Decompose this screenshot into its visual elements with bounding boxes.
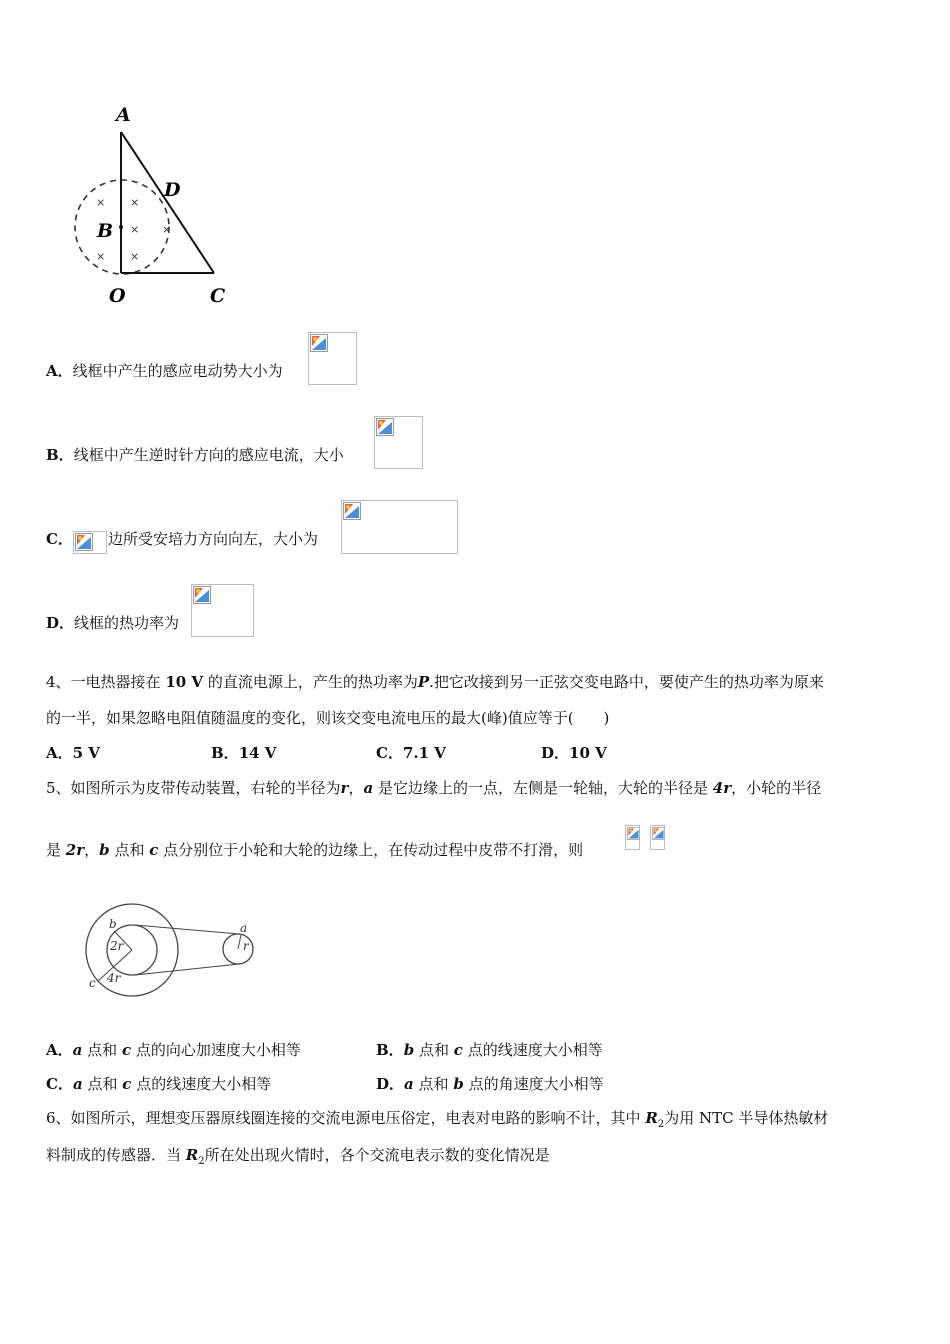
formula-image-placeholder: [625, 825, 640, 850]
belt-bottom: [135, 964, 239, 975]
label-r: r: [243, 939, 249, 953]
field-mark: ×: [130, 223, 140, 236]
q4-power-var: P: [417, 673, 430, 691]
q5-option-C: C．a 点和 c 点的线速度大小相等: [46, 1075, 272, 1093]
option-letter: D．: [46, 614, 75, 632]
q5-option-B: B．b 点和 c 点的线速度大小相等: [376, 1041, 603, 1059]
q5-option-D: D．a 点和 b 点的角速度大小相等: [376, 1075, 604, 1093]
label-c: c: [89, 976, 96, 990]
q4-text: .把它改接到另一正弦交变电路中，要使产生的热功率为原来: [429, 673, 824, 691]
q3-option-D: [46, 612, 179, 633]
option-letter: A．: [46, 362, 73, 380]
q4-text: 的直流电源上，产生的热功率为: [207, 673, 418, 691]
broken-image-icon: [627, 827, 640, 840]
center-dot-B: [119, 225, 123, 229]
q4-stem-line2: 的一半，如果忽略电阻值随温度的变化，则该交变电流电压的最大(峰)值应等于( ): [46, 709, 610, 727]
label-a: a: [240, 921, 248, 935]
formula-image-placeholder: [341, 500, 458, 554]
q5-stem-line2: 是 2r，b 点和 c 点分别位于小轮和大轮的边缘上，在传动过程中皮带不打滑，则: [46, 841, 584, 859]
label-D: D: [164, 179, 181, 201]
q3-option-A: [46, 360, 283, 381]
broken-image-icon: [376, 418, 394, 436]
q3-option-B: [46, 444, 344, 465]
edge-image-placeholder: [73, 531, 107, 554]
broken-image-icon: [343, 502, 361, 520]
field-mark: ×: [162, 223, 172, 236]
q4-voltage: 10 V: [165, 673, 204, 691]
formula-image-placeholder: [191, 584, 254, 637]
broken-image-icon: [310, 334, 328, 352]
q4-option-B: B．14 V: [211, 744, 277, 762]
figure-belt-drive: [80, 898, 270, 998]
label-b: b: [109, 917, 117, 931]
q5-option-A: A．a 点和 c 点的向心加速度大小相等: [46, 1041, 301, 1059]
formula-image-placeholder: [308, 332, 357, 385]
option-text: 线框中产生逆时针方向的感应电流，大小: [73, 446, 344, 464]
q5-stem-line1: 5、如图所示为皮带传动装置，右轮的半径为r，a 是它边缘上的一点，左侧是一轮轴，大轮的半径是 4r，小轮的半径: [46, 779, 822, 797]
formula-image-placeholder: [650, 825, 665, 850]
q4-text: 4、一电热器接在: [46, 673, 161, 691]
field-mark: ×: [130, 196, 140, 209]
q4-option-C: C．7.1 V: [376, 744, 446, 762]
broken-image-icon: [652, 827, 665, 840]
broken-image-icon: [75, 533, 93, 551]
field-mark: ×: [130, 250, 140, 263]
radius-r: [238, 935, 241, 949]
label-A: A: [116, 104, 131, 126]
option-text: 边所受安培力方向向左，大小为: [108, 530, 319, 548]
label-O: O: [109, 285, 126, 307]
label-B: B: [97, 220, 114, 242]
option-text: 线框中产生的感应电动势大小为: [72, 362, 283, 380]
q6-stem-line1: 6、如图所示，理想变压器原线圈连接的交流电源电压俗定，电表对电路的影响不计，其中 $R_2$为用 NTC 半导体热敏材: [46, 1109, 829, 1130]
label-C: C: [210, 285, 226, 307]
label-4r: 4r: [107, 971, 121, 985]
field-mark: ×: [96, 250, 106, 263]
label-2r: 2r: [110, 939, 124, 953]
option-text: 线框的热功率为: [74, 614, 180, 632]
q4-stem-line1: [46, 671, 824, 692]
q3-option-C: [46, 528, 73, 549]
q6-stem-line2: 料制成的传感器．当 $R_2$所在处出现火情时，各个交流电表示数的变化情况是: [46, 1146, 550, 1167]
q4-option-A: A．5 V: [46, 744, 100, 762]
q4-option-D: D．10 V: [541, 744, 607, 762]
option-letter: C．: [46, 530, 73, 548]
formula-image-placeholder: [374, 416, 423, 469]
figure-triangle-field: [60, 95, 260, 315]
option-letter: B．: [46, 446, 74, 464]
broken-image-icon: [193, 586, 211, 604]
field-mark: ×: [96, 196, 106, 209]
